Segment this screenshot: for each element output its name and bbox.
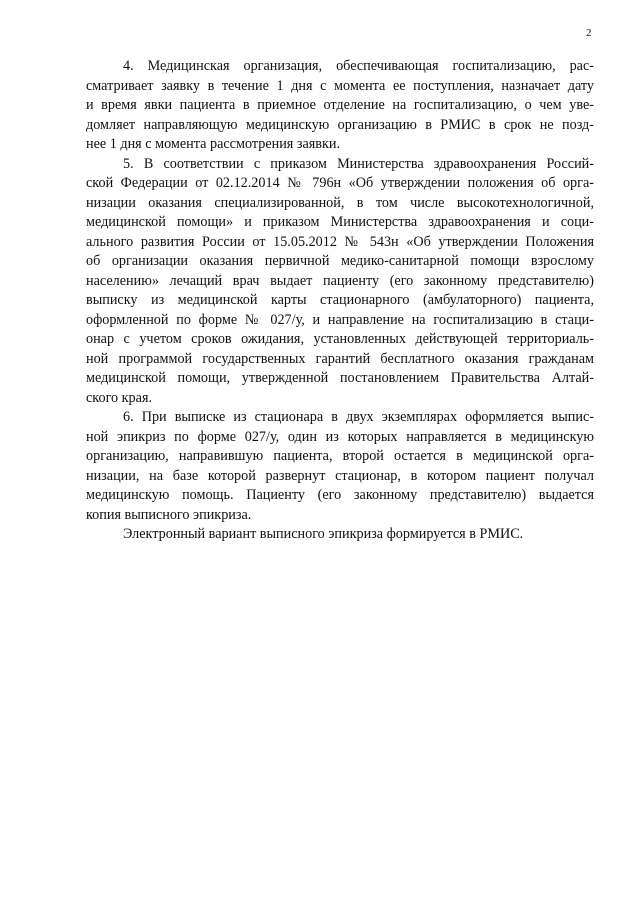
text-line: низации оказания специализированной, в том числе высокотехнологичной, [86, 194, 594, 211]
text-line: населению» лечащий врач выдает пациенту (его законному представителю) [86, 272, 594, 289]
text-line: низации, на базе которой развернут стационар, в котором пациент получал [86, 467, 594, 484]
paragraph-7 [86, 525, 594, 545]
text-line: медицинской помощи, утвержденной постановлением Правительства Алтай- [86, 370, 594, 386]
text-line: ского края. [86, 389, 153, 406]
text-line: медицинскую помощь. Пациенту (его законному представителю) выдается [86, 487, 594, 503]
text-line: выписку из медицинской карты стационарного (амбулаторного) пациента, [86, 292, 594, 308]
text-line: организацию, направившую пациента, второй остается в медицинской орга- [86, 448, 594, 464]
text-line: об организации оказания первичной медико-санитарной помощи взрослому [86, 253, 594, 269]
text-line: 4. Медицинская организация, обеспечивающая госпитализацию, рас- [123, 58, 594, 74]
text-line: нее 1 дня с момента рассмотрения заявки. [86, 136, 341, 152]
text-line: оформленной по форме № 027/у, и направление на госпитализацию в стаци- [86, 311, 594, 328]
page-number: 2 [586, 27, 592, 39]
text-line: 5. В соответствии с приказом Министерства здравоохранения Россий- [123, 155, 594, 172]
document-body [86, 57, 594, 545]
paragraph-6 [86, 408, 594, 525]
text-line: ской Федерации от 02.12.2014 № 796н «Об утверждении положения об орга- [86, 175, 594, 191]
text-line: 6. При выписке из стационара в двух экземплярах оформляется выпис- [123, 409, 594, 425]
text-line: ной программой государственных гарантий бесплатного оказания гражданам [86, 350, 594, 367]
text-line: и время явки пациента в приемное отделение на госпитализацию, о чем уве- [86, 97, 594, 113]
text-line: медицинской помощи» и приказом Министерства здравоохранения и соци- [86, 214, 594, 230]
text-line: ального развития России от 15.05.2012 № 543н «Об утверждении Положения [86, 233, 594, 250]
text-line: онар с учетом сроков ожидания, установленных действующей территориаль- [86, 331, 594, 347]
paragraph-5 [86, 155, 594, 409]
text-line: ной эпикриз по форме 027/у, один из которых направляется в медицинскую [86, 428, 594, 445]
text-line: сматривает заявку в течение 1 дня с момента ее поступления, назначает дату [86, 77, 594, 94]
text-line: копия выписного эпикриза. [86, 506, 252, 523]
paragraph-4 [86, 57, 594, 155]
text-line: домляет направляющую медицинскую организацию в РМИС в срок не позд- [86, 116, 594, 133]
text-line: Электронный вариант выписного эпикриза формируется в РМИС. [123, 526, 524, 542]
